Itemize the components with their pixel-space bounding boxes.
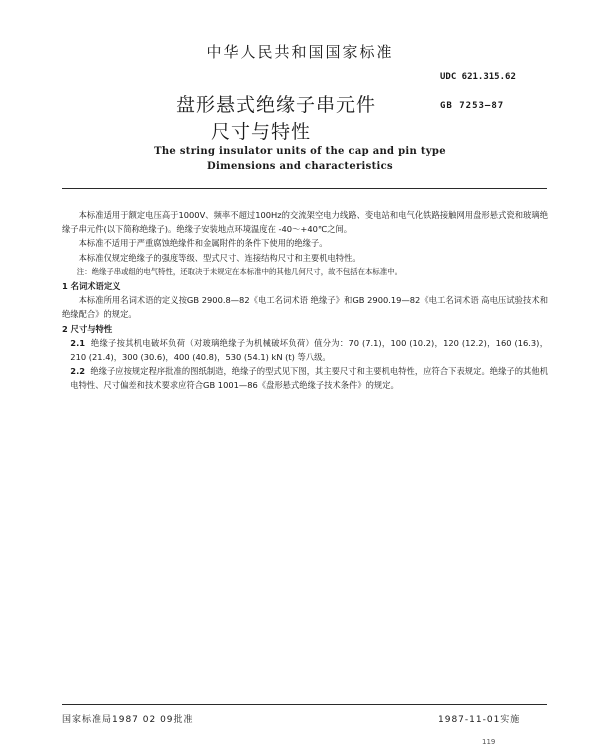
section-1-heading: 1 名词术语定义 xyxy=(62,281,121,292)
clause-2-1 xyxy=(62,336,548,364)
scope-paragraph: 本标准适用于额定电压高于1000V、频率不超过100Hz的交流架空电力线路、变电站和电气化铁路接触网用盘形悬式瓷和玻璃绝缘子串元件(以下简称绝缘子)。绝缘子安装地点环境温度在 -40～+40℃之间。 xyxy=(62,210,548,235)
coverage-paragraph: 本标准仅规定绝缘子的强度等级、型式尺寸、连接结构尺寸和主要机电特性。 xyxy=(78,252,361,263)
exclusion-paragraph: 本标准不适用于严重腐蚀绝缘件和金属附件的条件下使用的绝缘子。 xyxy=(78,238,328,249)
gb-number: GB 7253—87 xyxy=(440,101,505,111)
standard-org-title: 中华人民共和国国家标准 xyxy=(206,43,394,61)
clause-2-1-number: 2.1 xyxy=(70,337,85,348)
bottom-divider xyxy=(62,704,547,705)
document-body xyxy=(62,208,548,393)
effective-date: 1987-11-01实施 xyxy=(438,715,521,725)
clause-2-2 xyxy=(62,364,548,392)
section-1-text: 本标准所用名词术语的定义按GB 2900.8—82《电工名词术语 绝缘子》和GB 2900.19—82《电工名词术语 高电压试验技术和绝缘配合》的规定。 xyxy=(62,295,548,320)
title-cn-line1: 盘形悬式绝缘子串元件 xyxy=(176,94,377,116)
top-divider xyxy=(62,188,547,189)
section-2-heading: 2 尺寸与特性 xyxy=(62,323,113,334)
title-en-line1: The string insulator units of the cap and pin type xyxy=(154,146,446,157)
clause-2-2-text: 绝缘子应按规定程序批准的图纸制造，绝缘子的型式见下图，其主要尺寸和主要机电特性，应符合下表规定。绝缘子的其他机电特性、尺寸偏差和技术要求应符合GB 1001—86《盘形悬式绝缘子技术条件》的规定。 xyxy=(70,366,548,391)
note-paragraph: 注：绝缘子串或组的电气特性，还取决于未规定在本标准中的其他几何尺寸，故不包括在本标准中。 xyxy=(76,266,402,276)
udc-code: UDC 621.315.62 xyxy=(440,72,516,82)
clause-2-2-number: 2.2 xyxy=(70,366,85,377)
page-number: 119 xyxy=(482,738,496,746)
title-cn-line2: 尺寸与特性 xyxy=(211,121,312,143)
clause-2-1-text: 绝缘子按其机电破坏负荷（对玻璃绝缘子为机械破坏负荷）值分为：70 (7.1)，100 (10.2)，120 (12.2)，160 (16.3)，210 (21.4)，300 (30.6)，400 (40.8)，530 (54.1) kN (t) 等八级。 xyxy=(70,337,548,363)
approval-date: 国家标准局1987 02 09批准 xyxy=(62,715,194,725)
title-en-line2: Dimensions and characteristics xyxy=(207,161,393,172)
